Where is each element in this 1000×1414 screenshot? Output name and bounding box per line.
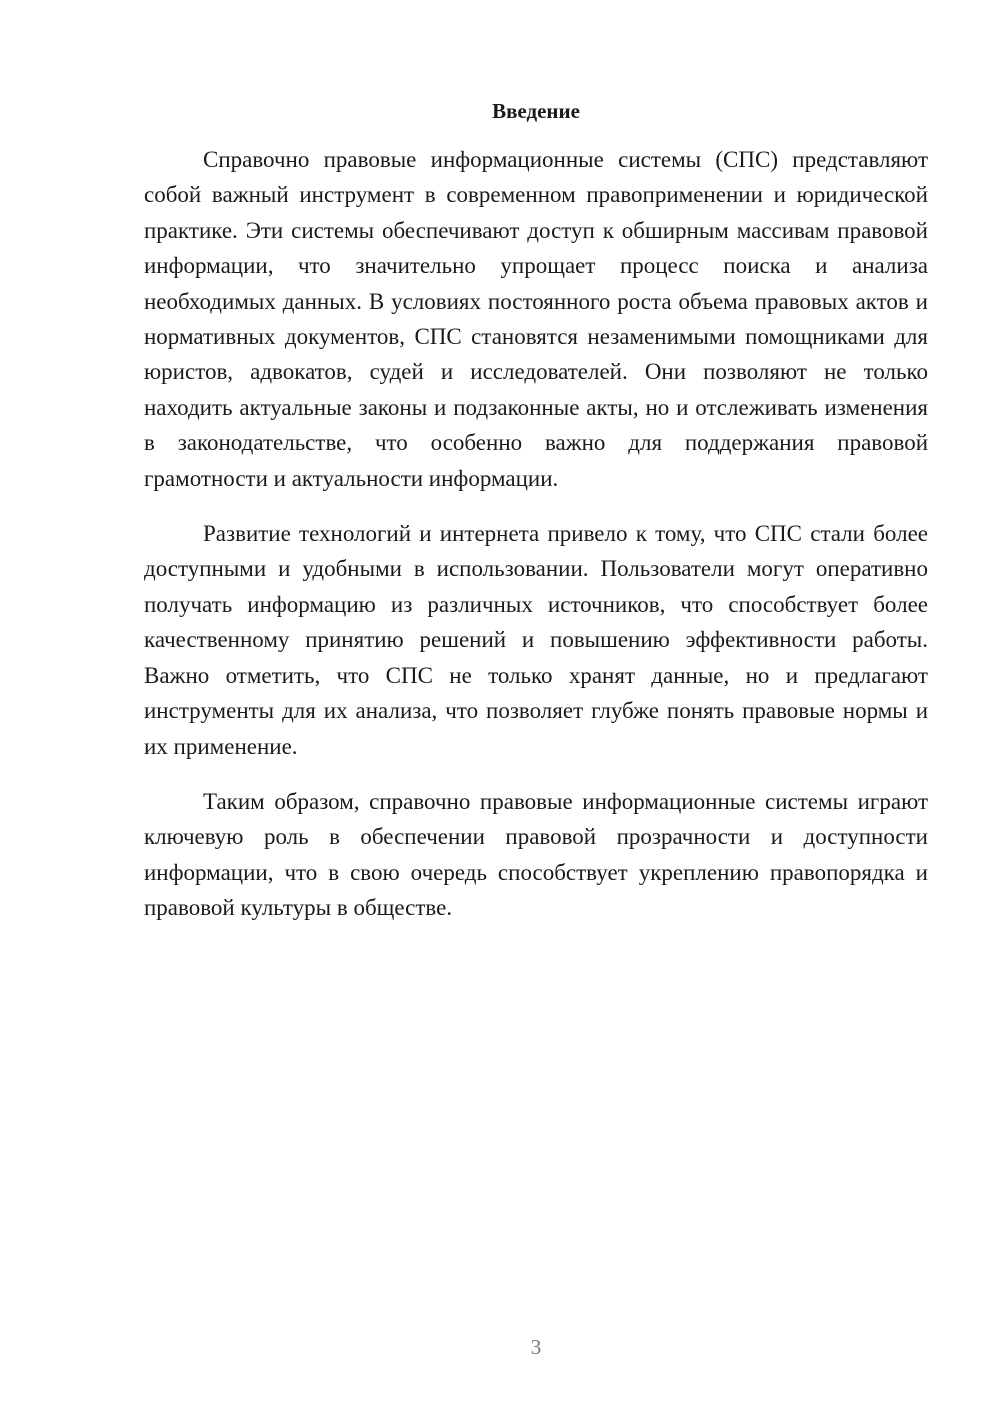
body-text: [144, 142, 928, 946]
section-heading: Введение: [492, 99, 580, 123]
paragraph-1: Справочно правовые информационные системы (СПС) представляют собой важный инструмент в современном правоприменении и юридической практике. Эти системы обеспечивают доступ к обширным массивам правовой информации, что значительно упрощает процесс поиска и анализа необходимых данных. В условиях постоянного роста объема правовых актов и нормативных документов, СПС становятся незаменимыми помощниками для юристов, адвокатов, судей и исследователей. Они позволяют не только находить актуальные законы и подзаконные акты, но и отслеживать изменения в законодательстве, что особенно важно для поддержания правовой грамотности и актуальности информации.: [144, 147, 928, 491]
paragraph-3: Таким образом, справочно правовые информационные системы играют ключевую роль в обеспечении правовой прозрачности и доступности информации, что в свою очередь способствует укреплению правопорядка и правовой культуры в обществе.: [144, 788, 928, 921]
paragraph-2: Развитие технологий и интернета привело к тому, что СПС стали более доступными и удобными в использовании. Пользователи могут оперативно получать информацию из различных источников, что способствует более качественному принятию решений и повышению эффективности работы. Важно отметить, что СПС не только хранят данные, но и предлагают инструменты для их анализа, что позволяет глубже понять правовые нормы и их применение.: [144, 521, 928, 759]
page-number: 3: [530, 1335, 542, 1359]
